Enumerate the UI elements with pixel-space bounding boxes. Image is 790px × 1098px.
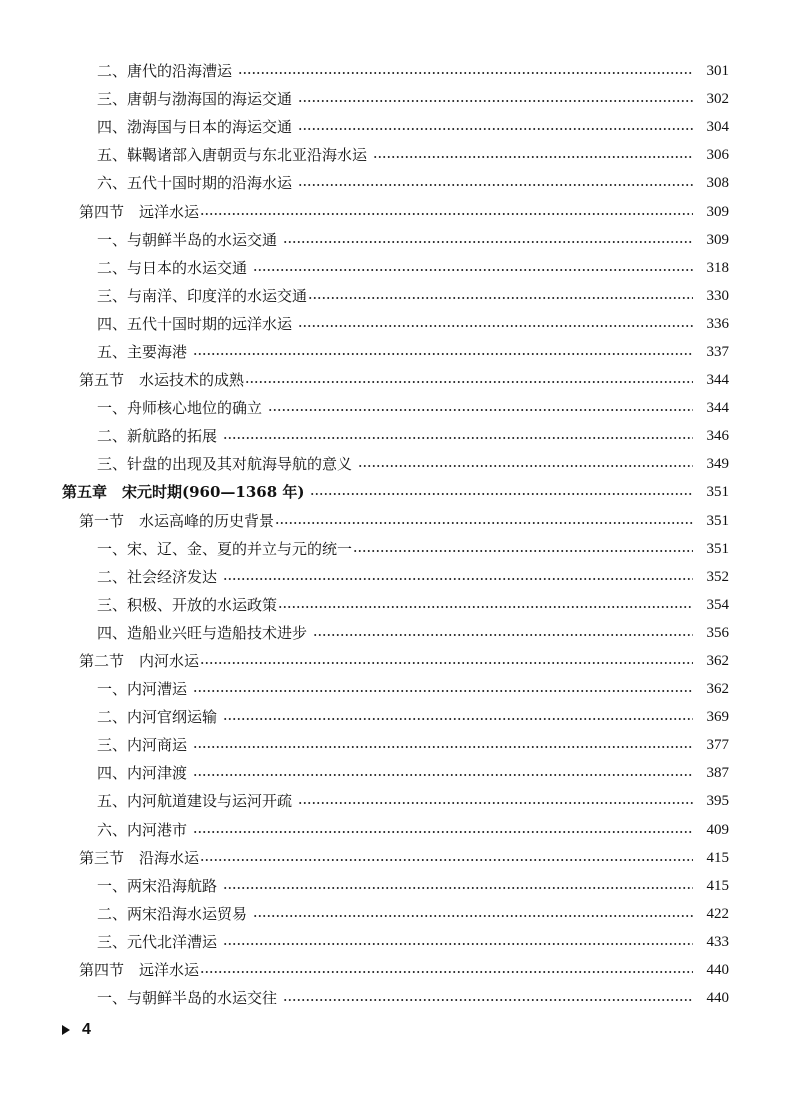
leader-dots	[358, 465, 693, 467]
toc-entry-title: 三、内河商运	[97, 736, 188, 755]
toc-entry[interactable]	[0, 226, 790, 254]
toc-entry[interactable]	[0, 816, 790, 844]
toc-entry-page: 318	[706, 259, 729, 276]
toc-entry[interactable]	[0, 85, 790, 113]
leader-dots	[200, 213, 693, 215]
toc-entry-title: 五、靺鞨诸部入唐朝贡与东北亚沿海水运	[97, 146, 368, 165]
toc-entry-title: 三、积极、开放的水运政策	[97, 595, 278, 614]
toc-entry[interactable]	[0, 113, 790, 141]
toc-entry-title: 三、针盘的出现及其对航海导航的意义	[97, 455, 353, 474]
toc-entry-page: 352	[706, 568, 729, 585]
table-of-contents	[0, 57, 790, 1012]
toc-entry-page: 356	[706, 624, 729, 641]
toc-entry-page: 346	[706, 428, 729, 445]
toc-entry[interactable]	[0, 535, 790, 563]
toc-section-entry[interactable]	[0, 956, 790, 984]
toc-entry[interactable]	[0, 338, 790, 366]
toc-entry-page: 337	[706, 343, 729, 360]
leader-dots	[238, 72, 693, 74]
leader-dots	[223, 943, 693, 945]
toc-entry[interactable]	[0, 254, 790, 282]
toc-entry-page: 301	[706, 63, 729, 80]
leader-dots	[193, 746, 693, 748]
toc-entry[interactable]	[0, 731, 790, 759]
leader-dots	[223, 887, 693, 889]
leader-dots	[310, 493, 693, 495]
toc-entry-title: 一、舟师核心地位的确立	[97, 399, 263, 418]
toc-entry[interactable]	[0, 563, 790, 591]
toc-entry-title: 一、两宋沿海航路	[97, 876, 218, 895]
toc-entry-page: 415	[706, 849, 729, 866]
toc-entry[interactable]	[0, 984, 790, 1012]
toc-entry[interactable]	[0, 57, 790, 85]
toc-entry-title: 四、五代十国时期的远洋水运	[97, 314, 293, 333]
leader-dots	[245, 381, 693, 383]
leader-dots	[200, 859, 693, 861]
toc-entry-page: 302	[706, 91, 729, 108]
leader-dots	[200, 971, 693, 973]
toc-entry-title: 第一节 水运高峰的历史背景	[79, 511, 275, 530]
toc-entry-page: 351	[706, 540, 729, 557]
toc-entry[interactable]	[0, 619, 790, 647]
toc-entry-page: 344	[706, 372, 729, 389]
toc-entry-page: 351	[706, 484, 729, 501]
toc-section-entry[interactable]	[0, 844, 790, 872]
toc-entry-title: 第四节 远洋水运	[79, 202, 200, 221]
toc-entry-page: 344	[706, 400, 729, 417]
toc-entry-page: 387	[706, 765, 729, 782]
toc-entry-page: 395	[706, 793, 729, 810]
toc-entry[interactable]	[0, 787, 790, 815]
leader-dots	[373, 156, 693, 158]
toc-entry-page: 354	[706, 596, 729, 613]
leader-dots	[193, 831, 693, 833]
leader-dots	[353, 550, 693, 552]
toc-entry-title: 三、唐朝与渤海国的海运交通	[97, 90, 293, 109]
toc-entry[interactable]	[0, 675, 790, 703]
leader-dots	[283, 999, 693, 1001]
toc-entry-page: 440	[706, 990, 729, 1007]
toc-entry-title: 六、内河港市	[97, 820, 188, 839]
toc-entry-page: 362	[706, 681, 729, 698]
toc-entry[interactable]	[0, 703, 790, 731]
leader-dots	[275, 522, 693, 524]
toc-section-entry[interactable]	[0, 366, 790, 394]
toc-entry[interactable]	[0, 450, 790, 478]
leader-dots	[223, 437, 693, 439]
leader-dots	[313, 634, 693, 636]
toc-entry-page: 351	[706, 512, 729, 529]
leader-dots	[308, 297, 693, 299]
toc-entry-title: 第三节 沿海水运	[79, 848, 200, 867]
toc-entry-page: 415	[706, 877, 729, 894]
leader-dots	[298, 184, 693, 186]
leader-dots	[223, 578, 693, 580]
toc-entry-page: 304	[706, 119, 729, 136]
toc-entry-page: 409	[706, 821, 729, 838]
toc-entry-title: 四、内河津渡	[97, 764, 188, 783]
leader-dots	[193, 774, 693, 776]
toc-entry-title: 一、与朝鲜半岛的水运交往	[97, 989, 278, 1008]
toc-entry-page: 377	[706, 737, 729, 754]
toc-entry[interactable]	[0, 169, 790, 197]
leader-dots	[193, 353, 693, 355]
leader-dots	[283, 241, 693, 243]
leader-dots	[298, 325, 693, 327]
toc-entry-title: 第四节 远洋水运	[79, 961, 200, 980]
leader-dots	[223, 718, 693, 720]
toc-entry-title: 四、造船业兴旺与造船技术进步	[97, 623, 308, 642]
toc-entry-title: 第二节 内河水运	[79, 652, 200, 671]
toc-entry-page: 362	[706, 653, 729, 670]
toc-entry-page: 308	[706, 175, 729, 192]
toc-entry[interactable]	[0, 900, 790, 928]
toc-entry-page: 309	[706, 203, 729, 220]
toc-entry-title: 二、与日本的水运交通	[97, 258, 248, 277]
toc-entry-title: 六、五代十国时期的沿海水运	[97, 174, 293, 193]
toc-entry-page: 336	[706, 315, 729, 332]
toc-entry-title: 二、新航路的拓展	[97, 427, 218, 446]
toc-section-entry[interactable]	[0, 647, 790, 675]
triangle-right-icon	[62, 1025, 70, 1035]
toc-entry-title: 二、内河官纲运输	[97, 708, 218, 727]
toc-entry[interactable]	[0, 282, 790, 310]
leader-dots	[278, 606, 693, 608]
toc-entry[interactable]	[0, 872, 790, 900]
leader-dots	[298, 100, 693, 102]
leader-dots	[253, 269, 693, 271]
toc-entry-page: 433	[706, 933, 729, 950]
toc-entry[interactable]	[0, 394, 790, 422]
toc-entry-title: 一、与朝鲜半岛的水运交通	[97, 230, 278, 249]
toc-entry-page: 369	[706, 709, 729, 726]
toc-entry-page: 440	[706, 962, 729, 979]
toc-entry[interactable]	[0, 928, 790, 956]
toc-entry-page: 349	[706, 456, 729, 473]
toc-entry-title: 五、主要海港	[97, 342, 188, 361]
page-footer	[62, 1021, 91, 1039]
page-number: 4	[82, 1021, 91, 1038]
toc-entry-title: 二、唐代的沿海漕运	[97, 62, 233, 81]
toc-entry[interactable]	[0, 422, 790, 450]
toc-entry-title: 一、宋、辽、金、夏的并立与元的统一	[97, 539, 353, 558]
leader-dots	[193, 690, 693, 692]
toc-entry-title: 四、渤海国与日本的海运交通	[97, 118, 293, 137]
toc-section-entry[interactable]	[0, 197, 790, 225]
toc-entry-page: 422	[706, 905, 729, 922]
toc-section-entry[interactable]	[0, 507, 790, 535]
leader-dots	[298, 802, 693, 804]
toc-entry-title: 第五章 宋元时期(960—1368 年)	[62, 483, 305, 502]
toc-entry[interactable]	[0, 141, 790, 169]
toc-entry-title: 一、内河漕运	[97, 680, 188, 699]
toc-entry-page: 306	[706, 147, 729, 164]
leader-dots	[268, 409, 693, 411]
toc-entry-title: 二、两宋沿海水运贸易	[97, 904, 248, 923]
toc-entry[interactable]	[0, 310, 790, 338]
toc-entry[interactable]	[0, 591, 790, 619]
toc-entry-page: 330	[706, 287, 729, 304]
toc-entry-page: 309	[706, 231, 729, 248]
toc-chapter-entry[interactable]	[0, 478, 790, 506]
leader-dots	[298, 128, 693, 130]
toc-entry-title: 三、与南洋、印度洋的水运交通	[97, 286, 308, 305]
toc-entry-title: 五、内河航道建设与运河开疏	[97, 792, 293, 811]
toc-entry-title: 第五节 水运技术的成熟	[79, 371, 245, 390]
toc-entry-title: 二、社会经济发达	[97, 567, 218, 586]
leader-dots	[200, 662, 693, 664]
toc-entry[interactable]	[0, 759, 790, 787]
toc-entry-title: 三、元代北洋漕运	[97, 932, 218, 951]
leader-dots	[253, 915, 693, 917]
